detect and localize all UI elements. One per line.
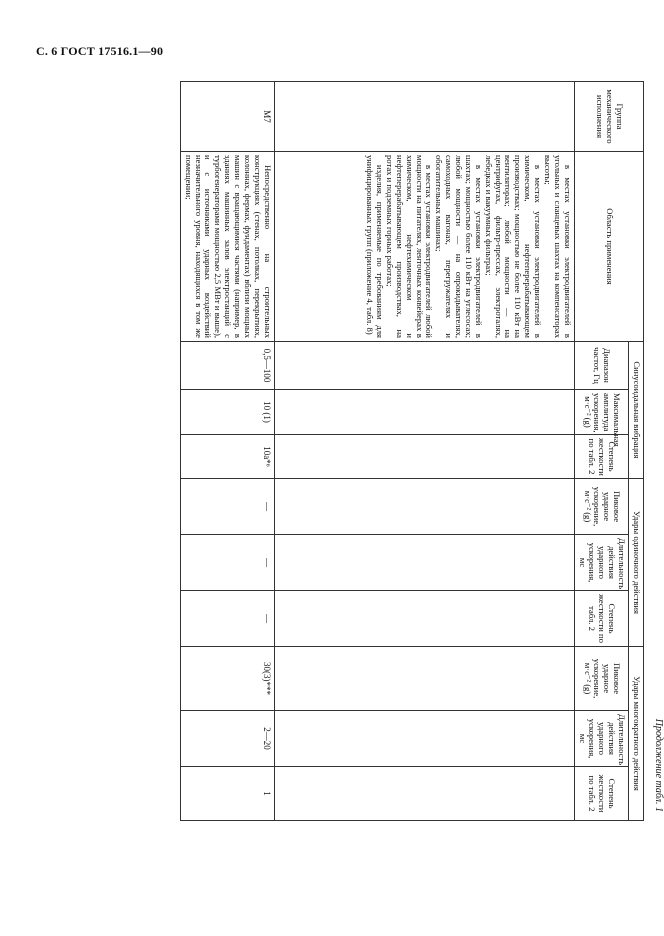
cell-multi-dur: 2—20	[180, 711, 274, 767]
cell-group: М7	[180, 82, 274, 152]
cell-area	[180, 152, 274, 342]
cell-single-peak: —	[180, 479, 274, 535]
col-max-amp: Максимальная амплитуда ускорения, м·с⁻² (g)	[574, 390, 628, 435]
cell-freq: 0,5—100	[180, 342, 274, 390]
col-group: Группа механического исполнения	[574, 82, 643, 152]
col-single-dur: Длительность действия ударного ускорения, мс	[574, 535, 628, 591]
col-multi-dur: Длительность действия ударного ускорения, мс	[574, 711, 628, 767]
cell-single-degree	[274, 591, 574, 647]
cell-single-peak	[274, 479, 574, 535]
col-single-shock: Удары одиночного действия	[629, 479, 644, 647]
area-paragraph: изделия, применяемые по требованиям для унифицированных групп (приложение 4, табл. 8)	[365, 155, 386, 338]
landscape-page	[84, 81, 664, 820]
cell-freq	[274, 342, 574, 390]
col-multi-degree: Степень жесткости по табл. 2	[574, 767, 628, 821]
cell-single-dur: —	[180, 535, 274, 591]
continuation-label: Продолжение табл. 1	[653, 718, 664, 812]
cell-area	[274, 152, 574, 342]
col-multi-peak: Пиковое ударное ускорение, м·с⁻² (g)	[574, 647, 628, 711]
cell-sin-degree: 10а*⁶	[180, 435, 274, 479]
cell-multi-degree: 1	[180, 767, 274, 821]
rotated-table-area	[84, 81, 664, 820]
cell-sin-degree	[274, 435, 574, 479]
cell-multi-peak: 30(3)***	[180, 647, 274, 711]
table-row	[180, 82, 274, 821]
col-freq-range: Диапазон частот, Гц	[574, 342, 628, 390]
table-row	[274, 82, 574, 821]
page-title: С. 6 ГОСТ 17516.1—90	[36, 44, 164, 58]
col-sin-degree: Степень жесткости по табл. 2	[574, 435, 628, 479]
cell-amp	[274, 390, 574, 435]
area-paragraph: в местах установки электродвигателей в угольных и сланцевых шахтах на компенсаторах высоты;	[543, 155, 573, 338]
col-sin-vibration: Синусоидальная вибрация	[629, 342, 644, 479]
area-paragraph: Непосредственно на строительных конструкциях (стенах, потолках, перекрытиях, колоннах, фермах, фундаментах) вблизи мощных машин с вращающимися частями (например, в зданиях машинных залов электростанций с турбогенераторами мощностью 2,5 МВт и выше), и с источниками ударных воздействий незначительного уровня, находящихся в том же помещении;	[183, 155, 273, 338]
area-paragraph: в местах установки электродвигателей в химическом, нефтеперерабатывающем производствах; мощностью не более 110 кВт на вентиляторах; любой мощности — на центрифугах, фильтр-прессах, электроталях, лебедках и вакуумных фильтрах;	[483, 155, 544, 338]
cell-multi-degree	[274, 767, 574, 821]
cell-single-degree: —	[180, 591, 274, 647]
area-paragraph: в местах установки электродвигателей любой мощности на питателях, ленточных конвейерах в химическом, нефтехимическом и нефтеперерабатывающем производствах, на ротах и подземных горных работах;	[385, 155, 435, 338]
cell-amp: 10 (1)	[180, 390, 274, 435]
spec-table	[180, 81, 644, 821]
col-multi-shock: Удары многократного действия	[629, 647, 644, 821]
area-paragraph: в местах установки электродвигателей в шахтах; мощностью более 110 кВт на углесосах; любой мощности — на опрокидывателях, самоходных вагонах, перегружателях и обогатительных машинах;	[434, 155, 484, 338]
col-single-peak: Пиковое ударное ускорение, м·с⁻² (g)	[574, 479, 628, 535]
col-area: Область применения	[574, 152, 643, 342]
cell-multi-peak	[274, 647, 574, 711]
cell-single-dur	[274, 535, 574, 591]
col-single-degree: Степень жесткости по табл. 2	[574, 591, 628, 647]
cell-multi-dur	[274, 711, 574, 767]
cell-group	[274, 82, 574, 152]
